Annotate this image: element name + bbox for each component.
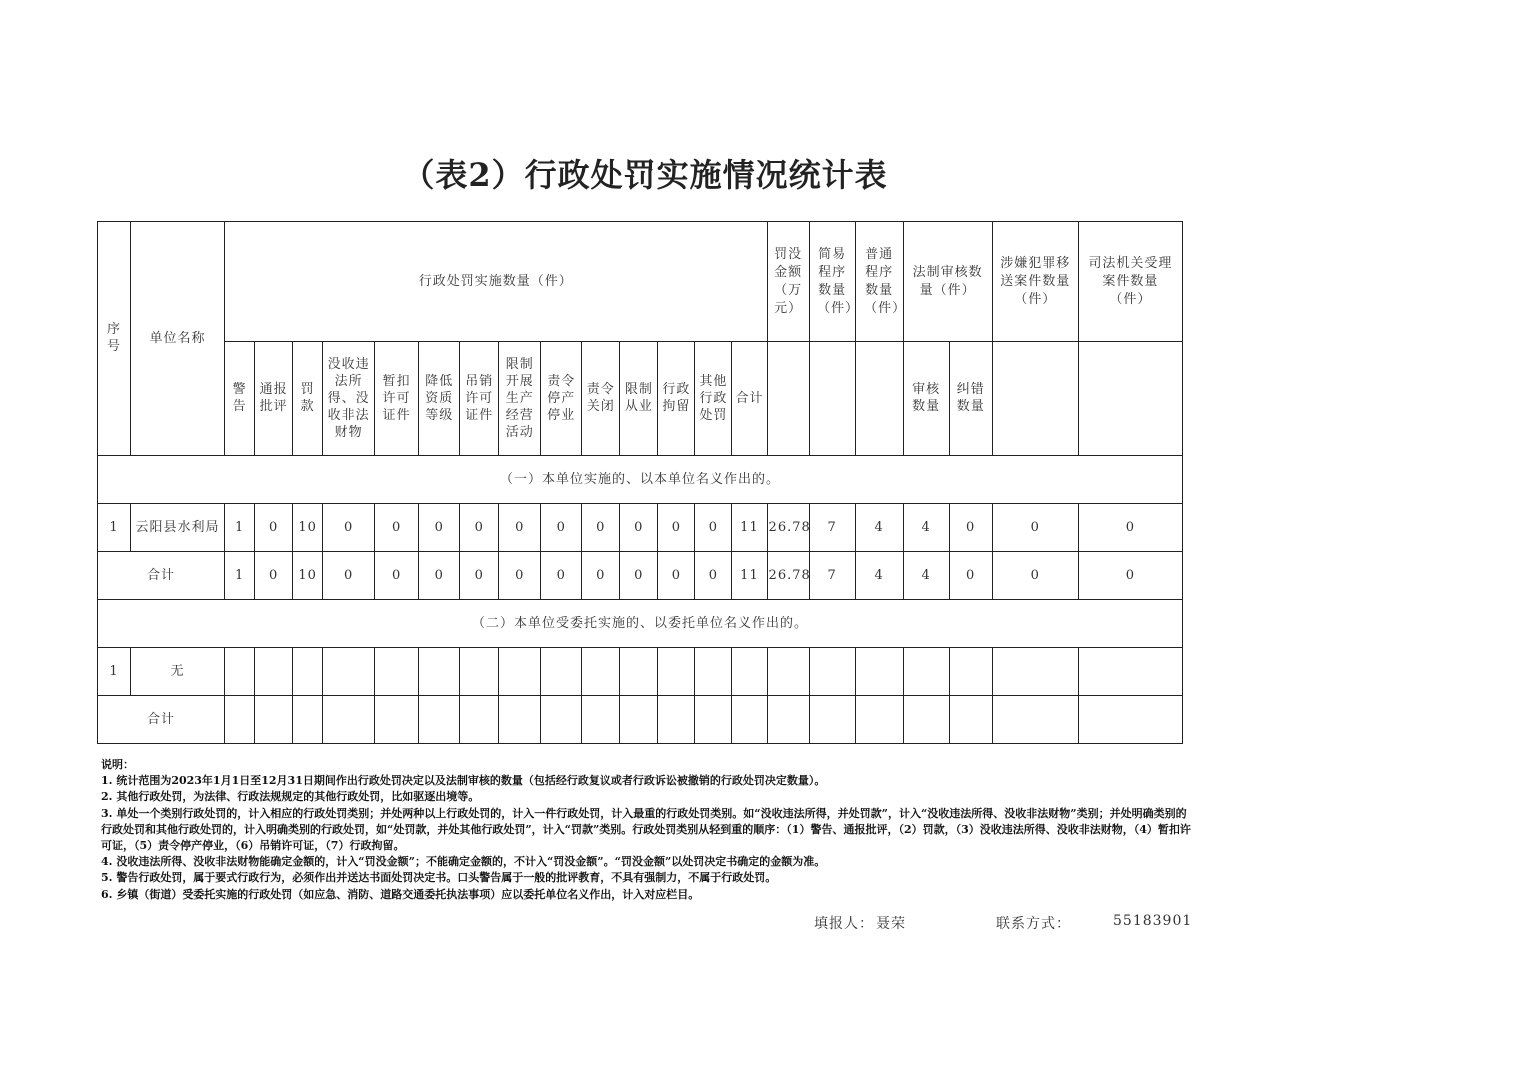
subheader-cell: 通报批评 [255,342,293,456]
subheader-cell: 合计 [732,342,767,456]
table-cell [582,648,620,696]
table-cell [541,648,582,696]
table-cell [323,696,375,744]
table-cell: 0 [255,504,293,552]
subheader-cell: 行政拘留 [658,342,695,456]
table-cell [658,696,695,744]
table-cell: 0 [375,552,419,600]
table-cell [695,696,732,744]
table-cell [767,696,809,744]
total-row [98,696,1183,744]
table-cell [620,648,658,696]
table-cell: 0 [949,504,992,552]
subheader-cell: 降低资质等级 [419,342,460,456]
table-cell: 0 [658,552,695,600]
statistics-table [97,221,1183,744]
subheader-review-cell: 纠错数量 [949,342,992,456]
table-cell: 7 [809,504,855,552]
note-item: 5. 警告行政处罚，属于要式行政行为，必须作出并送达书面处罚决定书。口头警告属于一般的批评教育，不具有强制力，不属于行政处罚。 [101,871,777,885]
table-cell: 0 [949,552,992,600]
subheader-review-cell: 审核数量 [903,342,949,456]
table-cell: 26.78 [767,504,809,552]
table-cell: 0 [541,504,582,552]
note-item: 3. 单处一个类别行政处罚的，计入相应的行政处罚类别；并处两种以上行政处罚的，计入一件行政处罚，计入最重的行政处罚类别。如“没收违法所得，并处罚款”，计入“没收违法所得、没收非法财物”类别；并处明确类别的行政处罚和其他行政处罚的，计入明确类别的行政处罚，如“处罚款，并处其他行政处罚”，计入“罚款”类别。行政处罚类别从轻到重的顺序：（1）警告、通报批评，（2）罚款，（3）没收违法所得、没收非法财物，（4）暂扣许可证，（5）责令停产停业，（6）吊销许可证，（7）行政拘留。 [101,806,1191,853]
table-cell: 0 [620,552,658,600]
header-unit-name: 单位名称 [131,222,225,456]
table-cell: 0 [255,552,293,600]
table-cell [620,696,658,744]
table-cell: 0 [695,504,732,552]
table-cell: 0 [460,552,499,600]
table-cell: 1 [225,504,255,552]
subheader-cell: 责令关闭 [582,342,620,456]
section-title: （二）本单位受委托实施的、以委托单位名义作出的。 [98,600,1183,648]
table-cell [419,696,460,744]
table-cell [949,648,992,696]
subheader-cell: 警告 [225,342,255,456]
table-cell [460,696,499,744]
header-impl-count: 行政处罚实施数量（件） [225,222,767,342]
table-cell [375,648,419,696]
subheader-cell: 没收违法所得、没收非法财物 [323,342,375,456]
table-cell [695,648,732,696]
table-cell: 0 [1078,504,1182,552]
subheader-cell: 暂扣许可证件 [375,342,419,456]
subheader-empty-cell [855,342,903,456]
table-cell [992,648,1078,696]
subheader-cell: 限制开展生产经营活动 [499,342,541,456]
header-normal-proc: 普通程序数量（件） [855,222,903,342]
table-cell: 0 [992,552,1078,600]
table-cell [855,696,903,744]
table-cell [903,696,949,744]
table-cell: 0 [1078,552,1182,600]
header-fine-amount: 罚没金额（万元） [767,222,809,342]
table-cell [732,648,767,696]
table-cell: 4 [855,504,903,552]
table-cell [992,696,1078,744]
table-cell [225,648,255,696]
table-cell [323,648,375,696]
header-simple-proc: 简易程序数量（件） [809,222,855,342]
table-cell [1078,696,1182,744]
table-cell [1078,648,1182,696]
row-seq: 1 [98,504,131,552]
note-item: 2. 其他行政处罚，为法律、行政法规规定的其他行政处罚，比如驱逐出境等。 [101,790,480,804]
header-judicial: 司法机关受理案件数量（件） [1078,222,1182,342]
table-cell [293,648,323,696]
table-cell: 0 [582,504,620,552]
row-unit-name: 云阳县水利局 [131,504,225,552]
table-cell: 0 [658,504,695,552]
table-cell [541,696,582,744]
table-cell: 1 [225,552,255,600]
table-cell [732,696,767,744]
note-item: 1. 统计范围为2023年1月1日至12月31日期间作出行政处罚决定以及法制审核的数量（包括经行政复议或者行政诉讼被撤销的行政处罚决定数量）。 [101,774,826,788]
table-cell: 4 [903,552,949,600]
subheader-empty-cell [809,342,855,456]
subheader-cell: 责令停产停业 [541,342,582,456]
table-cell [460,648,499,696]
table-cell: 4 [855,552,903,600]
note-item: 6. 乡镇（街道）受委托实施的行政处罚（如应急、消防、道路交通委托执法事项）应以委托单位名义作出，计入对应栏目。 [101,887,700,901]
table-cell [419,648,460,696]
table-cell: 0 [499,552,541,600]
table-row [98,648,1183,696]
notes-heading: 说明： [101,758,134,771]
table-cell: 0 [499,504,541,552]
contact-label: 联系方式： [996,916,1071,932]
section-row [98,456,1183,504]
table-cell [499,648,541,696]
table-cell [809,648,855,696]
table-cell: 0 [323,504,375,552]
table-cell [658,648,695,696]
table-cell: 0 [419,504,460,552]
note-item: 4. 没收违法所得、没收非法财物能确定金额的，计入“罚没金额”；不能确定金额的，不计入“罚没金额”。“罚没金额”以处罚决定书确定的金额为准。 [101,855,826,869]
table-cell [809,696,855,744]
subheader-cell: 限制从业 [620,342,658,456]
table-cell: 11 [732,504,767,552]
subheader-cell: 吊销许可证件 [460,342,499,456]
table-cell [255,648,293,696]
table-cell: 0 [375,504,419,552]
header-crime-transfer: 涉嫌犯罪移送案件数量（件） [992,222,1078,342]
table-cell: 0 [541,552,582,600]
table-cell: 0 [323,552,375,600]
section-title: （一）本单位实施的、以本单位名义作出的。 [98,456,1183,504]
table-cell [767,648,809,696]
page-title: （表2）行政处罚实施情况统计表 [402,156,888,194]
table-cell: 0 [460,504,499,552]
header-row-2 [98,342,1183,456]
table-cell [855,648,903,696]
table-cell: 0 [620,504,658,552]
subheader-empty-cell [1078,342,1182,456]
table-row [98,504,1183,552]
table-cell: 0 [582,552,620,600]
table-cell [225,696,255,744]
contact-number: 55183901 [1113,913,1193,929]
table-cell [582,696,620,744]
total-label: 合计 [98,552,225,600]
table-cell: 10 [293,504,323,552]
table-cell: 0 [419,552,460,600]
table-cell [903,648,949,696]
total-row [98,552,1183,600]
table-cell: 0 [992,504,1078,552]
reporter-label: 填报人： [814,916,874,932]
header-row-1 [98,222,1183,342]
row-seq: 1 [98,648,131,696]
reporter-name: 聂荣 [876,916,906,932]
table-cell: 11 [732,552,767,600]
table-cell: 10 [293,552,323,600]
row-unit-name: 无 [131,648,225,696]
table-cell: 7 [809,552,855,600]
header-legal-review: 法制审核数量（件） [903,222,992,342]
table-cell: 26.78 [767,552,809,600]
subheader-empty-cell [992,342,1078,456]
total-label: 合计 [98,696,225,744]
section-row [98,600,1183,648]
table-cell [255,696,293,744]
subheader-cell: 其他行政处罚 [695,342,732,456]
subheader-cell: 罚款 [293,342,323,456]
table-cell: 0 [695,552,732,600]
table-cell: 4 [903,504,949,552]
table-cell [499,696,541,744]
header-seq: 序号 [98,222,131,456]
subheader-empty-cell [767,342,809,456]
table-cell [949,696,992,744]
table-cell [293,696,323,744]
notes [101,757,1191,903]
table-cell [375,696,419,744]
